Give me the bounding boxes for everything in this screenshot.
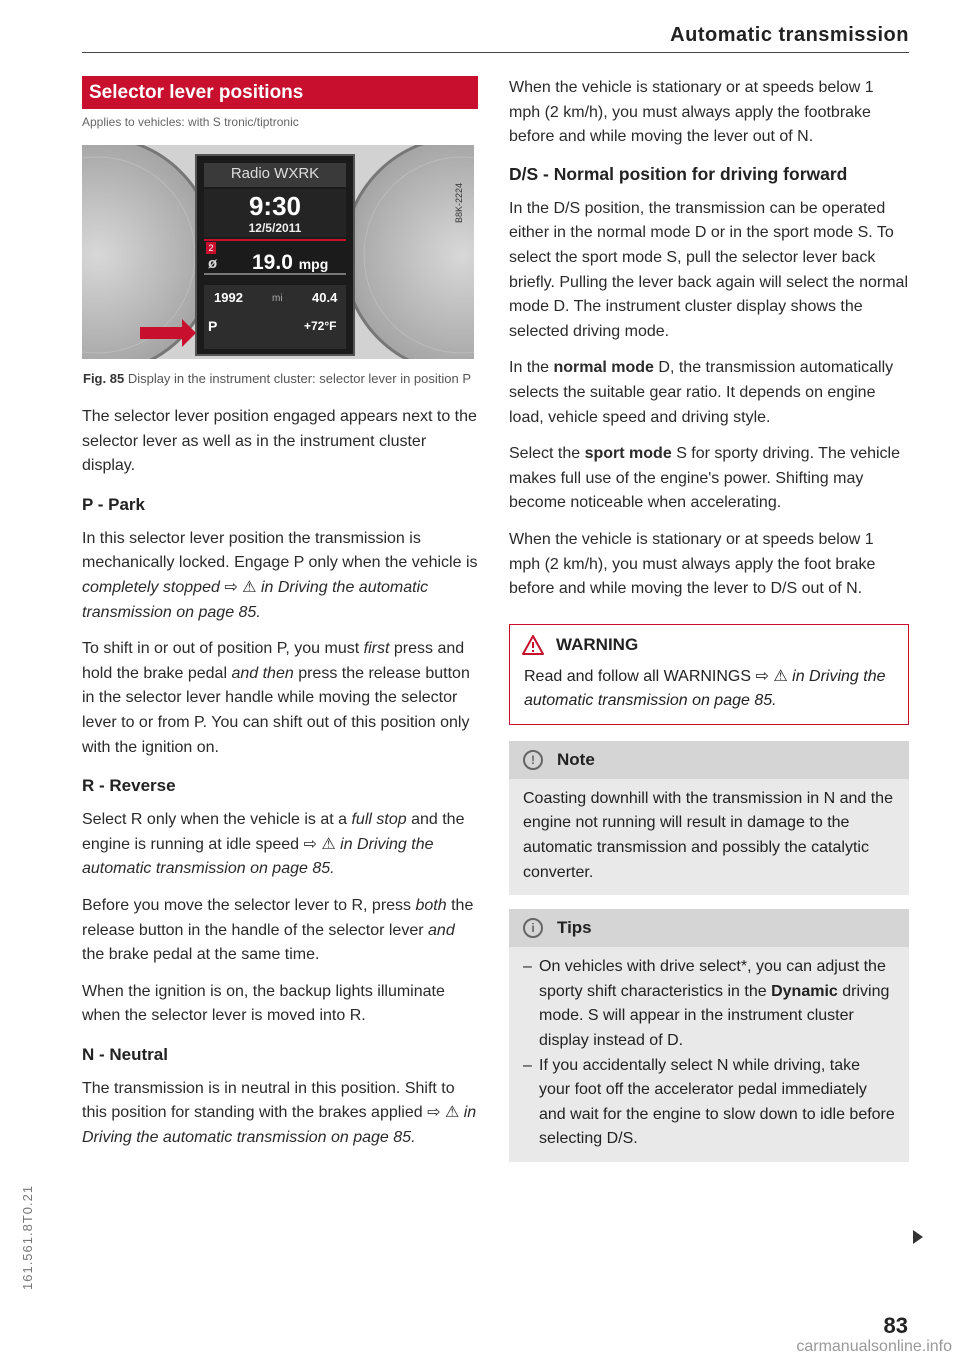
display-radio: Radio WXRK	[230, 165, 320, 182]
side-document-code: 161.561.8T0.21	[20, 1184, 35, 1290]
tips-title: Tips	[557, 918, 592, 938]
warning-triangle-icon	[522, 635, 544, 655]
warning-box	[509, 624, 909, 725]
display-temp: +72°F	[304, 319, 337, 333]
display-odo-unit: mi	[272, 293, 283, 304]
continue-arrow-icon	[913, 1230, 923, 1244]
display-gear: P	[208, 318, 218, 334]
note-exclamation-icon: !	[523, 750, 543, 770]
display-time: 9:30	[248, 191, 302, 221]
reverse-heading: R - Reverse	[82, 776, 176, 796]
watermark: carmanualsonline.info	[796, 1338, 952, 1355]
instrument-cluster-figure	[82, 145, 474, 359]
park-paragraph-2: To shift in or out of position P, you must first press and hold the brake pedal and then press the release button in the selector lever handle while moving the selector lever to or from P. You can shift out of this position only with the ignition on.	[82, 640, 470, 756]
note-box	[509, 741, 909, 895]
section-title: Selector lever positions	[82, 76, 478, 109]
park-heading: P - Park	[82, 494, 146, 514]
neutral-paragraph-1: The transmission is in neutral in this position. Shift to this position for standing with the brakes applied ⇨ ⚠ in Driving the automatic transmission on page 85.	[82, 1079, 477, 1147]
stationary-paragraph: When the vehicle is stationary or at speeds below 1 mph (2 km/h), you must always apply the footbrake before and while moving the lever out of N.	[509, 79, 874, 146]
warning-title: WARNING	[556, 634, 639, 654]
tips-list	[509, 947, 909, 1162]
reverse-paragraph-3: When the ignition is on, the backup lights illuminate when the selector lever is moved into R.	[82, 982, 445, 1025]
intro-paragraph: The selector lever position engaged appears next to the selector lever as well as in the instrument cluster display.	[82, 408, 477, 475]
reverse-paragraph-2: Before you move the selector lever to R, press both the release button in the handle of the selector lever and the brake pedal at the same time.	[82, 896, 474, 964]
display-odometer: 1992	[214, 290, 243, 305]
tips-info-icon: i	[523, 918, 543, 938]
page-number: 83	[883, 1313, 908, 1338]
figure-caption: Fig. 85 Display in the instrument cluster: selector lever in position P	[83, 371, 472, 386]
running-header: Automatic transmission	[670, 24, 909, 46]
left-column	[82, 76, 478, 1151]
note-text: Coasting downhill with the transmission in N and the engine not running will result in damage to the automatic transmission and possibly the catalytic converter.	[523, 789, 893, 881]
display-mpg-symbol: ø	[208, 255, 218, 272]
display-mpg: 19.0 mpg	[252, 251, 329, 274]
warning-text: Read and follow all WARNINGS ⇨ ⚠ in Driving the automatic transmission on page 85.	[524, 667, 886, 710]
note-title: Note	[557, 749, 595, 769]
warning-header	[510, 625, 908, 659]
display-page-indicator: 2	[206, 242, 216, 254]
reverse-paragraph-1: Select R only when the vehicle is at a full stop and the engine is running at idle speed ⇨ ⚠ in Driving the automatic transmission on page 85.	[82, 811, 465, 878]
ds-paragraph: In the D/S position, the transmission can be operated either in the normal mode D or in the sport mode S. To select the sport mode S, pull the selector lever back briefly. Pulling the lever back again will select the normal mode D. The instrument cluster display shows the selected driving mode.	[509, 199, 909, 340]
tip-item: – If you accidentally select N while driving, take your foot off the accelerator pedal immediately and wait for the engine to slow down to idle before selecting D/S.	[523, 1054, 895, 1152]
header-rule	[82, 52, 909, 53]
display-trip: 40.4	[312, 290, 338, 305]
display-date: 12/5/2011	[248, 221, 302, 235]
applies-to: Applies to vehicles: with S tronic/tiptronic	[82, 115, 299, 129]
sport-mode-paragraph: Select the sport mode S for sporty driving. The vehicle makes full use of the engine's power. Shifting may become noticeable when accelerating.	[509, 445, 900, 512]
park-paragraph-1: In this selector lever position the transmission is mechanically locked. Engage P only when the vehicle is completely stopped ⇨ ⚠ in Driving the automatic transmission on page 85.	[82, 529, 478, 621]
tip-item: – On vehicles with drive select*, you can adjust the sporty shift characteristics in the Dynamic driving mode. S will appear in the instrument cluster display instead of D.	[523, 955, 895, 1053]
stationary-paragraph-2: When the vehicle is stationary or at speeds below 1 mph (2 km/h), you must always apply the foot brake before and while moving the lever to D/S out of N.	[509, 530, 876, 598]
normal-mode-paragraph: In the normal mode D, the transmission automatically selects the suitable gear ratio. It depends on engine load, vehicle speed and driving style.	[509, 359, 894, 426]
right-column	[509, 76, 909, 1162]
tips-box	[509, 909, 909, 1162]
tips-header	[509, 909, 909, 947]
figure-code: B8K-2224	[454, 182, 464, 223]
note-header	[509, 741, 909, 779]
ds-heading: D/S - Normal position for driving forward	[509, 163, 848, 184]
neutral-heading: N - Neutral	[82, 1044, 168, 1064]
